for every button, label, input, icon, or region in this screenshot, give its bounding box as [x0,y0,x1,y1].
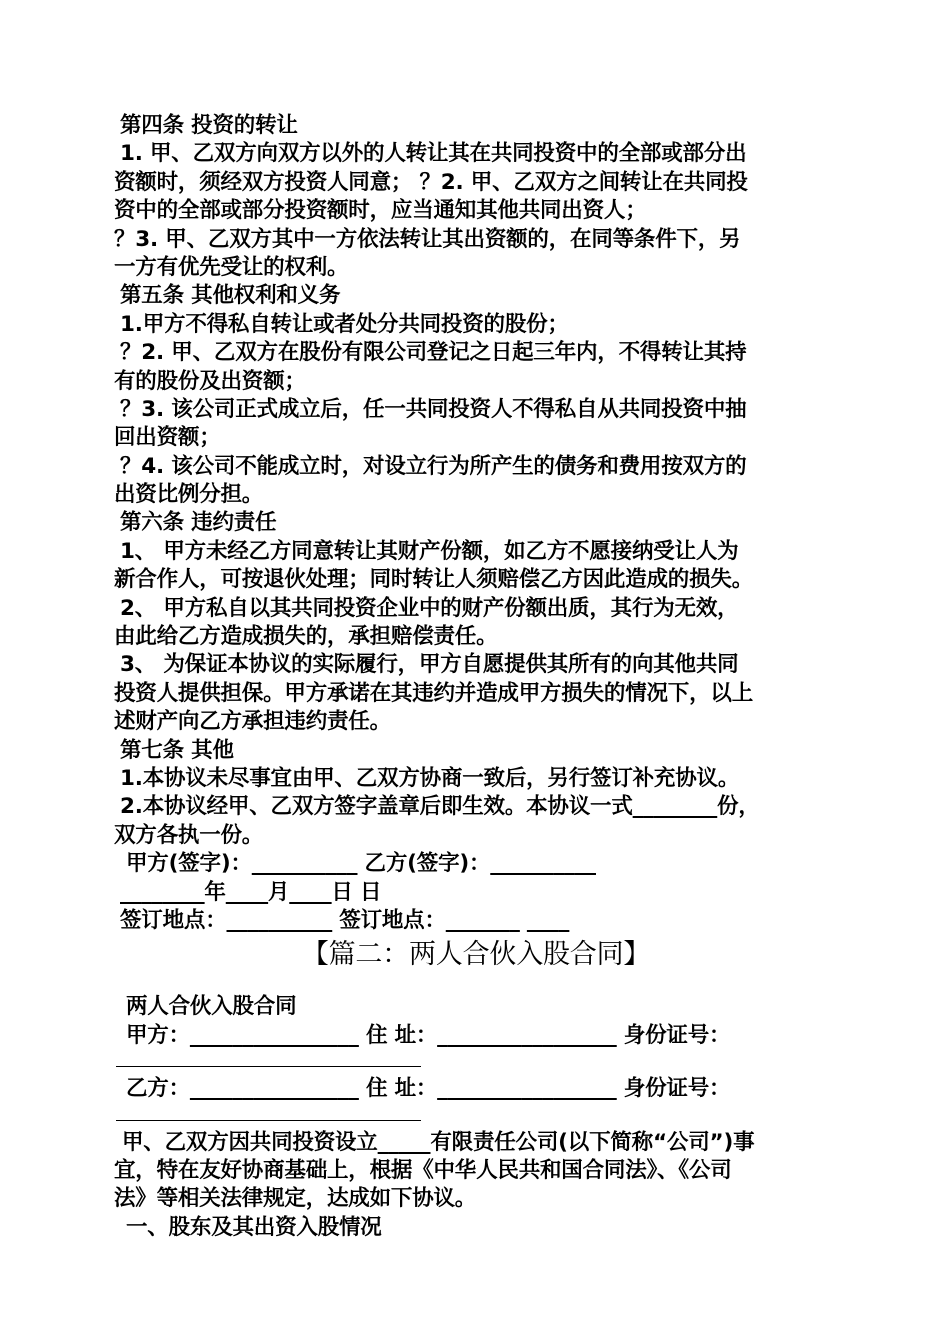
text-line: 1.本协议未尽事宜由甲、乙双方协商一致后，另行签订补充协议。 [120,765,740,791]
text-line: 有的股份及出资额； [114,368,306,394]
text-line: 3、 为保证本协议的实际履行，甲方自愿提供其所有的向其他共同 [120,652,739,678]
text-line: 第六条 违约责任 [120,510,277,536]
text-line: ？4. 该公司不能成立时，对设立行为所产生的债务和费用按双方的 [120,453,747,479]
party-b-line: 乙方：________________ 住 址：_________________ 身份证号： [126,1076,731,1102]
text-line: ？2. 甲、乙双方在股份有限公司登记之日起三年内，不得转让其持 [120,340,747,366]
contract-heading: 两人合伙入股合同 [126,994,297,1020]
text-line: 一方有优先受让的权利。 [114,254,349,280]
text-line: 述财产向乙方承担违约责任。 [114,709,391,735]
text-line: 甲、乙双方因共同投资设立_____有限责任公司(以下简称“公司”)事 [122,1129,755,1155]
text-line: ？3. 该公司正式成立后，任一共同投资人不得私自从共同投资中抽 [120,396,747,422]
spacer [114,1121,838,1129]
text-line: ？3. 甲、乙双方其中一方依法转让其出资额的，在同等条件下，另 [114,226,741,252]
text-line: 第四条 投资的转让 [120,113,298,138]
party-a-id-blank [116,1050,421,1067]
contract-body [114,1129,838,1243]
text-line: 第七条 其他 [120,737,234,763]
section-articles [114,112,838,935]
text-line: 1、 甲方未经乙方同意转让其财产份额，如乙方不愿接纳受让人为 [120,538,739,564]
party-a-line: 甲方：________________ 住 址：_________________ 身份证号： [126,1022,731,1048]
text-line: 回出资额； [114,425,221,451]
spacer [114,1067,838,1075]
text-line: 宜，特在友好协商基础上，根据《中华人民共和国合同法》、《公司 [114,1157,732,1183]
text-line: 双方各执一份。 [114,822,264,848]
text-line: 签订地点：__________ 签订地点：_______ ____ [120,907,570,933]
text-line: ________年____月____日 日 [120,879,382,905]
text-line: 资额时，须经双方投资人同意； ？2. 甲、乙双方之间转让在共同投 [114,169,748,195]
text-line: 一、股东及其出资入股情况 [126,1214,382,1240]
text-line: 资中的全部或部分投资额时，应当通知其他共同出资人； [114,198,647,224]
text-line: 法》等相关法律规定，达成如下协议。 [114,1186,477,1212]
section-two-title: 【篇二：两人合伙入股合同】 [301,939,651,971]
text-line: 2、 甲方私自以其共同投资企业中的财产份额出质，其行为无效， [120,595,739,621]
party-b-id-blank [116,1104,421,1121]
document-page [114,112,838,1242]
spacer [114,975,838,993]
text-line: 由此给乙方造成损失的，承担赔偿责任。 [114,624,498,650]
text-line: 2.本协议经甲、乙双方签字盖章后即生效。本协议一式________份， [120,794,760,820]
text-line: 出资比例分担。 [114,482,264,508]
text-line: 1.甲方不得私自转让或者处分共同投资的股份； [120,311,569,337]
text-line: 甲方(签字)：__________ 乙方(签字)：__________ [126,851,596,877]
text-line: 1. 甲、乙双方向双方以外的人转让其在共同投资中的全部或部分出 [120,141,747,167]
text-line: 第五条 其他权利和义务 [120,283,341,309]
text-line: 投资人提供担保。甲方承诺在其违约并造成甲方损失的情况下，以上 [114,680,754,706]
text-line: 新合作人，可按退伙处理；同时转让人须赔偿乙方因此造成的损失。 [114,567,754,593]
